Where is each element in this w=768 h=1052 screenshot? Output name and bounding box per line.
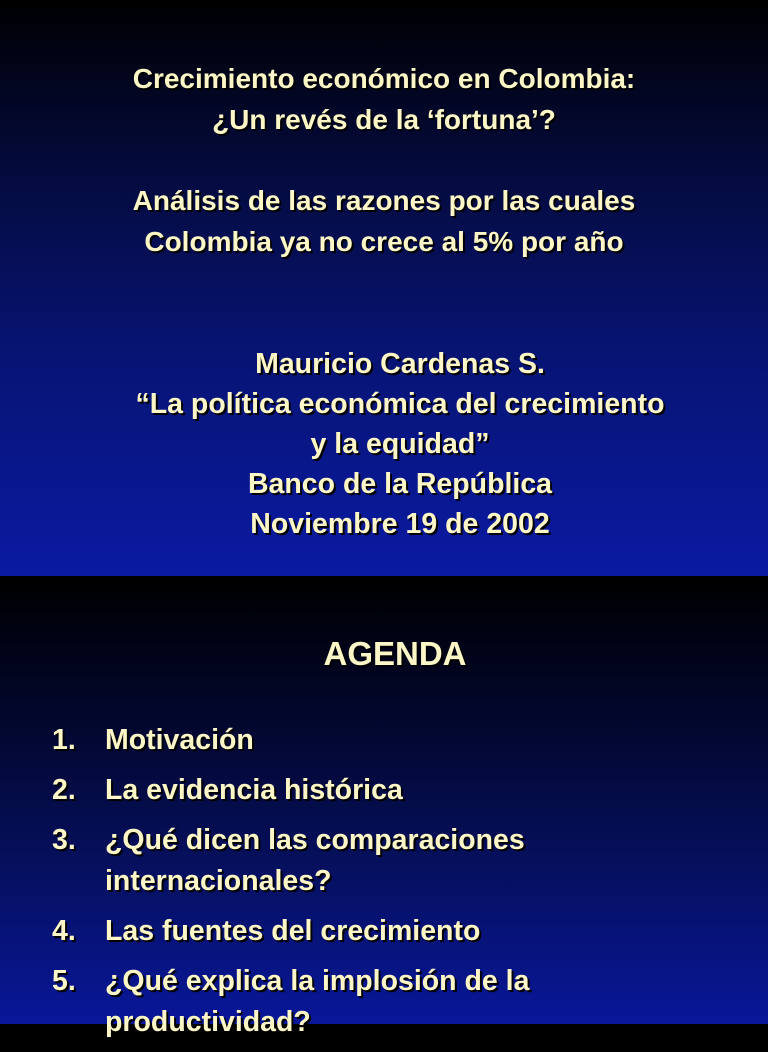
author-name: Mauricio Cardenas S. (255, 348, 545, 380)
agenda-item-2 (52, 770, 752, 811)
presentation-subtitle (0, 180, 768, 262)
title-line-1: Crecimiento económico en Colombia: (132, 63, 636, 94)
agenda-item-4 (52, 911, 752, 952)
agenda-list (52, 720, 752, 1052)
presentation-date: Noviembre 19 de 2002 (250, 508, 550, 540)
title-line-2: ¿Un revés de la ‘fortuna’? (212, 104, 556, 135)
agenda-item-text: ¿Qué dicen las comparaciones (105, 824, 525, 856)
agenda-item-number: 3. (52, 824, 76, 856)
agenda-item-text: Motivación (105, 724, 254, 756)
subtitle-line-1: Análisis de las razones por las cuales (132, 185, 636, 216)
agenda-item-number: 1. (52, 724, 76, 756)
subtitle-line-2: Colombia ya no crece al 5% por año (144, 226, 624, 257)
agenda-item-number: 2. (52, 774, 76, 806)
agenda-item-3 (52, 820, 752, 902)
agenda-item-text-continued: productividad? (105, 1006, 311, 1038)
agenda-item-text: ¿Qué explica la implosión de la (105, 965, 530, 997)
presentation-title (0, 58, 768, 140)
agenda-item-5 (52, 961, 752, 1043)
agenda-item-1 (52, 720, 752, 761)
author-info (16, 344, 768, 544)
agenda-item-text-continued: internacionales? (105, 865, 332, 897)
agenda-item-number: 4. (52, 915, 76, 947)
agenda-heading: AGENDA (323, 635, 467, 672)
event-line-2: y la equidad” (310, 428, 490, 460)
agenda-item-number: 5. (52, 965, 76, 997)
event-line-1: “La política económica del crecimiento (135, 388, 665, 420)
agenda-item-text: La evidencia histórica (105, 774, 403, 806)
institution: Banco de la República (247, 468, 553, 500)
agenda-item-text: Las fuentes del crecimiento (105, 915, 481, 947)
